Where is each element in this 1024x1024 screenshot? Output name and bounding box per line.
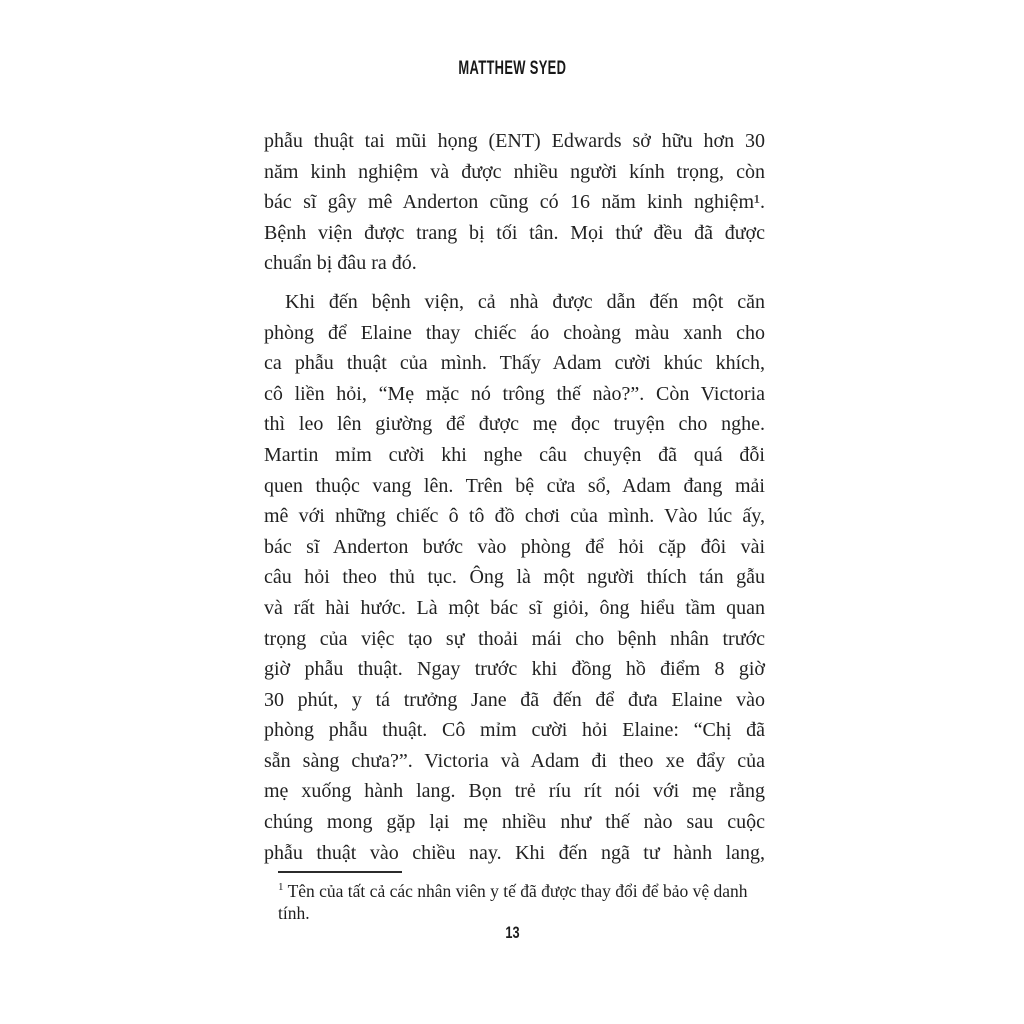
text-line: chuẩn bị đâu ra đó. xyxy=(264,252,417,275)
running-header-text: MATTHEW SYED xyxy=(458,58,566,79)
text-line: mẹ xuống hành lang. Bọn trẻ ríu rít nói với mẹ rằng xyxy=(264,780,765,803)
page-number-text: 13 xyxy=(504,923,520,942)
text-line: cô liền hỏi, “Mẹ mặc nó trông thế nào?”. Còn Victoria xyxy=(264,382,765,405)
footnote-text: Tên của tất cả các nhân viên y tế đã được thay đổi để bảo vệ danh tính. xyxy=(278,881,748,923)
text-line: và rất hài hước. Là một bác sĩ giỏi, ông hiểu tầm quan xyxy=(264,596,765,619)
text-line: ca phẫu thuật của mình. Thấy Adam cười khúc khích, xyxy=(264,352,765,375)
text-line: phẫu thuật tai mũi họng (ENT) Edwards sở hữu hơn 30 xyxy=(264,130,765,152)
text-line: Bệnh viện được trang bị tối tân. Mọi thứ đều đã được xyxy=(264,221,765,244)
text-line: chúng mong gặp lại mẹ nhiều như thế nào sau cuộc xyxy=(264,811,765,834)
text-line: trọng của việc tạo sự thoải mái cho bệnh nhân trước xyxy=(264,627,765,650)
text-line: quen thuộc vang lên. Trên bệ cửa sổ, Adam đang mải xyxy=(264,474,765,497)
text-line: sẵn sàng chưa?”. Victoria và Adam đi theo xe đẩy của xyxy=(264,749,765,772)
footnote-marker: 1 xyxy=(278,881,284,894)
page-number xyxy=(0,923,1024,943)
text-line: câu hỏi theo thủ tục. Ông là một người thích tán gẫu xyxy=(264,566,765,589)
footnote-divider xyxy=(278,871,402,873)
text-line: bác sĩ Anderton bước vào phòng để hỏi cặp đôi vài xyxy=(264,535,765,558)
text-line: năm kinh nghiệm và được nhiều người kính trọng, còn xyxy=(264,160,765,183)
footnote xyxy=(278,871,770,924)
body-text xyxy=(264,126,765,868)
text-line: 30 phút, y tá trưởng Jane đã đến để đưa Elaine vào xyxy=(264,688,765,711)
paragraph xyxy=(264,126,765,279)
footnote-text-line xyxy=(278,880,770,924)
text-line: Khi đến bệnh viện, cả nhà được dẫn đến một căn xyxy=(285,290,765,313)
text-line: phòng phẫu thuật. Cô mỉm cười hỏi Elaine: “Chị đã xyxy=(264,719,765,742)
text-line: thì leo lên giường để được mẹ đọc truyện cho nghe. xyxy=(264,413,765,436)
text-line: mê với những chiếc ô tô đồ chơi của mình. Vào lúc ấy, xyxy=(264,505,765,528)
running-header xyxy=(0,58,1024,80)
paragraph xyxy=(264,287,765,868)
text-line: Martin mỉm cười khi nghe câu chuyện đã quá đỗi xyxy=(264,443,765,466)
text-line: bác sĩ gây mê Anderton cũng có 16 năm kinh nghiệm¹. xyxy=(264,191,765,214)
text-line: giờ phẫu thuật. Ngay trước khi đồng hồ điểm 8 giờ xyxy=(264,658,765,681)
text-line: phòng để Elaine thay chiếc áo choàng màu xanh cho xyxy=(264,321,765,344)
text-line: phẫu thuật vào chiều nay. Khi đến ngã tư hành lang, xyxy=(264,841,765,864)
